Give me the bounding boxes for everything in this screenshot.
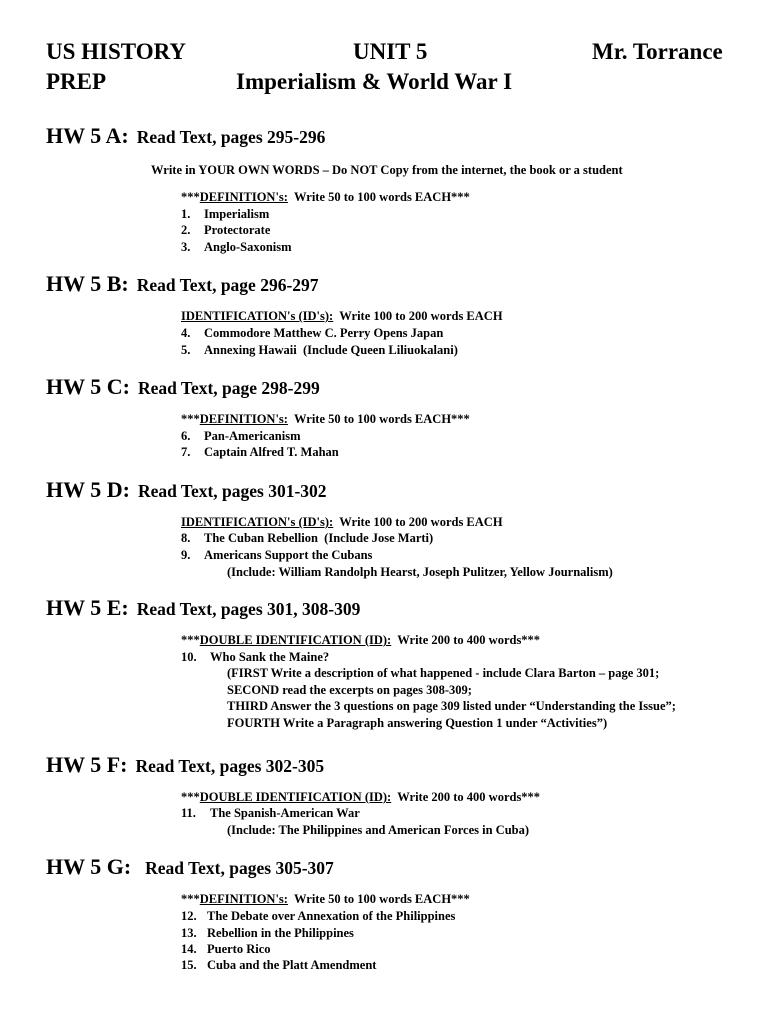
list-item-detail: (Include: The Philippines and American Forces in Cuba) bbox=[227, 823, 530, 837]
list-item bbox=[181, 957, 376, 974]
unit-title: Imperialism & World War I bbox=[236, 69, 513, 94]
prefix: *** bbox=[181, 633, 200, 647]
list-item-detail: (FIRST Write a description of what happened - include Clara Barton – page 301; bbox=[227, 666, 660, 680]
list-item-detail: THIRD Answer the 3 questions on page 309 listed under “Understanding the Issue”; bbox=[227, 699, 676, 713]
prefix: *** bbox=[181, 790, 200, 804]
prefix: *** bbox=[181, 892, 200, 906]
hw-heading bbox=[46, 855, 334, 880]
instruction-note: Write in YOUR OWN WORDS – Do NOT Copy from the internet, the book or a student bbox=[151, 163, 623, 177]
list-item bbox=[181, 325, 443, 342]
item-number: 9. bbox=[181, 548, 191, 562]
list-item bbox=[181, 547, 372, 564]
item-number: 5. bbox=[181, 343, 191, 357]
item-number: 15. bbox=[181, 958, 197, 972]
hw-id: HW 5 E: bbox=[46, 595, 129, 620]
course-level: PREP bbox=[46, 69, 107, 94]
item-text: The Debate over Annexation of the Philippines bbox=[207, 909, 456, 923]
hw-heading bbox=[46, 596, 360, 621]
assignment-type bbox=[181, 632, 540, 649]
hw-reading: Read Text, pages 295-296 bbox=[136, 127, 326, 147]
hw-reading: Read Text, page 296-297 bbox=[136, 275, 319, 295]
list-item bbox=[181, 941, 271, 958]
hw-reading: Read Text, pages 301-302 bbox=[137, 481, 327, 501]
list-item bbox=[181, 222, 270, 239]
assignment-type bbox=[181, 308, 503, 325]
list-item bbox=[181, 206, 269, 223]
type-label: IDENTIFICATION's (ID's): bbox=[181, 515, 334, 529]
hw-heading bbox=[46, 478, 327, 503]
item-number: 4. bbox=[181, 326, 191, 340]
prefix: *** bbox=[181, 190, 200, 204]
hw-reading: Read Text, pages 301, 308-309 bbox=[136, 599, 361, 619]
hw-heading bbox=[46, 375, 320, 400]
item-text: Captain Alfred T. Mahan bbox=[204, 445, 339, 459]
list-item bbox=[181, 908, 455, 925]
list-item bbox=[181, 530, 433, 547]
hw-reading: Read Text, page 298-299 bbox=[137, 378, 320, 398]
item-text: Americans Support the Cubans bbox=[204, 548, 373, 562]
list-item bbox=[181, 342, 458, 359]
item-text: Protectorate bbox=[204, 223, 271, 237]
list-item-detail: (Include: William Randolph Hearst, Joseph Pulitzer, Yellow Journalism) bbox=[227, 565, 613, 579]
item-number: 2. bbox=[181, 223, 191, 237]
assignment-type bbox=[181, 411, 470, 428]
assignment-type bbox=[181, 789, 540, 806]
word-count: Write 100 to 200 words EACH bbox=[339, 309, 503, 323]
item-text: Commodore Matthew C. Perry Opens Japan bbox=[204, 326, 444, 340]
item-text: Annexing Hawaii (Include Queen Liliuokalani) bbox=[204, 343, 458, 357]
hw-reading: Read Text, pages 305-307 bbox=[145, 858, 334, 878]
hw-reading: Read Text, pages 302-305 bbox=[135, 756, 325, 776]
item-text: Pan-Americanism bbox=[204, 429, 301, 443]
item-text: The Cuban Rebellion (Include Jose Marti) bbox=[204, 531, 434, 545]
list-item-detail: FOURTH Write a Paragraph answering Question 1 under “Activities”) bbox=[227, 716, 608, 730]
assignment-type bbox=[181, 514, 503, 531]
item-text: Imperialism bbox=[204, 207, 270, 221]
item-text: Anglo-Saxonism bbox=[204, 240, 292, 254]
hw-id: HW 5 G: bbox=[46, 854, 132, 879]
teacher-name: Mr. Torrance bbox=[592, 39, 723, 64]
type-label: IDENTIFICATION's (ID's): bbox=[181, 309, 334, 323]
hw-id: HW 5 C: bbox=[46, 374, 130, 399]
hw-id: HW 5 A: bbox=[46, 123, 129, 148]
word-count: Write 100 to 200 words EACH bbox=[339, 515, 503, 529]
item-number: 6. bbox=[181, 429, 191, 443]
hw-heading bbox=[46, 272, 319, 297]
item-number: 8. bbox=[181, 531, 191, 545]
hw-id: HW 5 F: bbox=[46, 752, 128, 777]
course-title: US HISTORY bbox=[46, 39, 187, 64]
word-count: Write 50 to 100 words EACH*** bbox=[294, 412, 470, 426]
word-count: Write 200 to 400 words*** bbox=[397, 790, 541, 804]
list-item bbox=[181, 649, 329, 666]
item-number: 1. bbox=[181, 207, 191, 221]
hw-heading bbox=[46, 753, 324, 778]
hw-heading bbox=[46, 124, 325, 149]
list-item bbox=[181, 428, 301, 445]
type-label: DOUBLE IDENTIFICATION (ID): bbox=[199, 633, 392, 647]
item-number: 10. bbox=[181, 650, 197, 664]
type-label: DEFINITION's: bbox=[199, 412, 288, 426]
hw-id: HW 5 D: bbox=[46, 477, 130, 502]
prefix: *** bbox=[181, 412, 200, 426]
list-item bbox=[181, 925, 354, 942]
word-count: Write 200 to 400 words*** bbox=[397, 633, 541, 647]
item-number: 11. bbox=[181, 806, 196, 820]
item-text: The Spanish-American War bbox=[210, 806, 360, 820]
item-text: Puerto Rico bbox=[207, 942, 271, 956]
list-item bbox=[181, 444, 339, 461]
item-number: 12. bbox=[181, 909, 197, 923]
assignment-type bbox=[181, 189, 470, 206]
unit-label: UNIT 5 bbox=[353, 39, 428, 64]
item-text: Cuba and the Platt Amendment bbox=[207, 958, 377, 972]
list-item bbox=[181, 239, 292, 256]
item-number: 3. bbox=[181, 240, 191, 254]
item-text: Who Sank the Maine? bbox=[210, 650, 330, 664]
item-number: 13. bbox=[181, 926, 197, 940]
assignment-type bbox=[181, 891, 470, 908]
item-number: 14. bbox=[181, 942, 197, 956]
list-item-detail: SECOND read the excerpts on pages 308-309; bbox=[227, 683, 472, 697]
item-text: Rebellion in the Philippines bbox=[207, 926, 354, 940]
word-count: Write 50 to 100 words EACH*** bbox=[294, 190, 470, 204]
type-label: DEFINITION's: bbox=[199, 892, 288, 906]
type-label: DEFINITION's: bbox=[199, 190, 288, 204]
type-label: DOUBLE IDENTIFICATION (ID): bbox=[199, 790, 392, 804]
hw-id: HW 5 B: bbox=[46, 271, 129, 296]
list-item bbox=[181, 805, 360, 822]
item-number: 7. bbox=[181, 445, 191, 459]
word-count: Write 50 to 100 words EACH*** bbox=[294, 892, 470, 906]
